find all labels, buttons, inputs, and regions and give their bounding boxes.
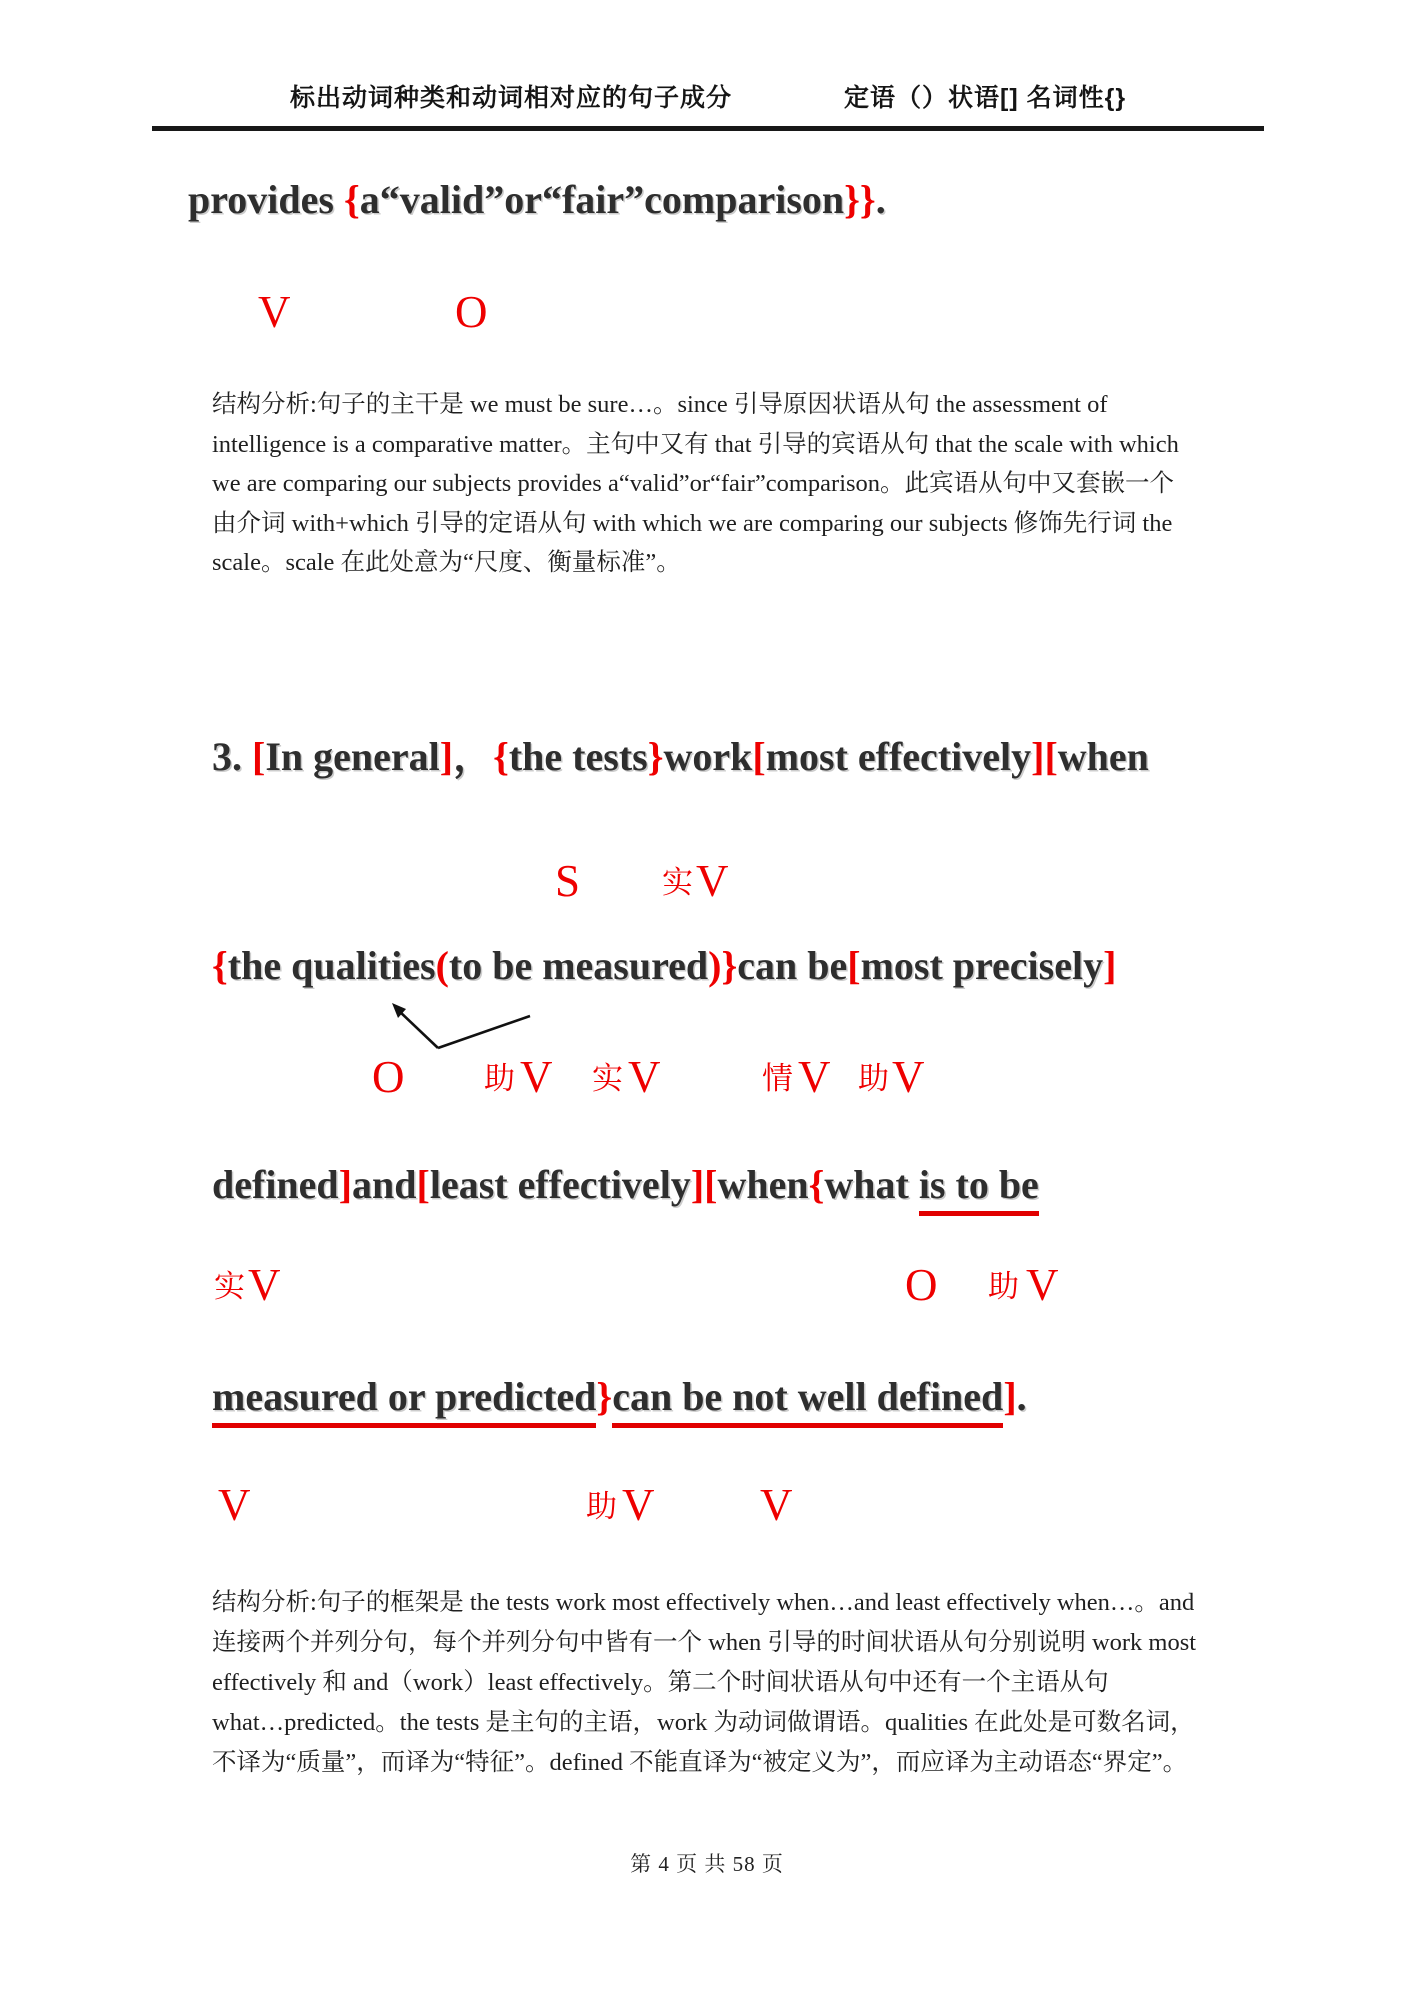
sentence-text: what (824, 1162, 919, 1207)
grammar-label: 实 (214, 1269, 245, 1304)
grammar-label: V (248, 1260, 281, 1310)
sentence-text: 3. (212, 734, 252, 779)
grammar-label: V (760, 1480, 793, 1530)
sentence-line (212, 1161, 1039, 1209)
grammar-label: V (696, 856, 729, 906)
grammar-label: 助 (586, 1489, 617, 1524)
bracket-marker: ] (338, 1162, 353, 1207)
bracket-marker: [ (416, 1162, 430, 1207)
sentence-text: measured or predicted (212, 1374, 596, 1428)
bracket-marker: } (647, 734, 664, 779)
bracket-marker: { (808, 1162, 825, 1207)
sentence-line (212, 733, 1149, 781)
grammar-label: V (1026, 1260, 1059, 1310)
bracket-marker: }} (844, 177, 876, 222)
paragraph-line: effectively 和 and（work）least effectively。第二个时间状语从句中还有一个主语从句 (212, 1669, 1109, 1696)
sentence-text: when (717, 1162, 809, 1207)
sentence-text: work (663, 734, 753, 779)
grammar-label-row (0, 1260, 1414, 1308)
bracket-marker: ][ (1031, 734, 1058, 779)
grammar-label: S (555, 856, 581, 906)
sentence-text: when (1057, 734, 1149, 779)
bracket-marker: ] (439, 734, 454, 779)
grammar-label: 助 (858, 1061, 889, 1096)
header-left-title: 标出动词种类和动词相对应的句子成分 (290, 84, 733, 112)
bracket-marker: { (493, 734, 509, 779)
grammar-label: O (455, 287, 488, 337)
grammar-label-row (0, 287, 1414, 335)
paragraph-line: 结构分析:句子的框架是 the tests work most effectively when…and least effectively when…。and (212, 1589, 1195, 1616)
sentence-line (188, 176, 886, 224)
analysis-paragraph (212, 1583, 1292, 1783)
header-notation-legend: 定语（）状语[] 名词性{} (844, 84, 1127, 112)
grammar-label-row (0, 1480, 1414, 1528)
paragraph-line: scale。scale 在此处意为“尺度、衡量标准”。 (212, 549, 681, 576)
header-rule (152, 126, 1264, 131)
sentence-text: and (352, 1162, 417, 1207)
grammar-label-row (0, 1052, 1414, 1100)
sentence-text: the qualities (227, 943, 436, 988)
bracket-marker: ( (435, 943, 449, 988)
bracket-marker: [ (252, 734, 266, 779)
grammar-label: V (258, 287, 291, 337)
sentence-text: . (875, 177, 886, 222)
grammar-label: 助 (484, 1061, 515, 1096)
paragraph-line: what…predicted。the tests 是主句的主语，work 为动词做谓语。qualities 在此处是可数名词， (212, 1709, 1195, 1736)
sentence-text: is to be (919, 1162, 1039, 1216)
sentence-text: . (1016, 1374, 1027, 1419)
grammar-label: V (520, 1052, 553, 1102)
sentence-text: ， (453, 734, 494, 779)
bracket-marker: ] (1103, 943, 1117, 988)
sentence-text: the tests (508, 734, 648, 779)
sentence-text: can be not well defined (612, 1374, 1003, 1428)
sentence-text: most precisely (860, 943, 1104, 988)
paragraph-line: intelligence is a comparative matter。主句中又有 that 引导的宾语从句 that the scale with which (212, 430, 1179, 458)
paragraph-line: we are comparing our subjects provides a“valid”or“fair”comparison。此宾语从句中又套嵌一个 (212, 470, 1175, 497)
grammar-label: O (905, 1260, 938, 1310)
bracket-marker: [ (752, 734, 766, 779)
sentence-text: provides (188, 177, 344, 222)
page-number: 第 4 页 共 58 页 (630, 1852, 784, 1876)
sentence-text: defined (212, 1162, 339, 1207)
grammar-label: 实 (662, 865, 693, 900)
bracket-marker: ][ (690, 1162, 718, 1207)
bracket-marker: } (596, 1374, 613, 1419)
bracket-marker: { (343, 177, 360, 222)
bracket-marker: [ (847, 943, 861, 988)
grammar-label: V (218, 1480, 251, 1530)
sentence-text: to be measured (448, 943, 709, 988)
grammar-label: 助 (988, 1269, 1019, 1304)
grammar-label: 情 (762, 1061, 793, 1096)
bracket-marker: { (212, 943, 228, 988)
sentence-text: a“valid”or“fair”comparison (359, 177, 845, 222)
bracket-marker: ] (1003, 1374, 1017, 1419)
grammar-label: V (622, 1480, 655, 1530)
paragraph-line: 由介词 with+which 引导的定语从句 with which we are comparing our subjects 修饰先行词 the (212, 509, 1173, 537)
sentence-text: least effectively (429, 1162, 691, 1207)
grammar-label: V (628, 1052, 661, 1102)
sentence-line (212, 942, 1116, 990)
grammar-label: V (798, 1052, 831, 1102)
grammar-label: V (892, 1052, 925, 1102)
grammar-label: 实 (592, 1061, 623, 1096)
grammar-label-row (0, 856, 1414, 904)
sentence-line (212, 1373, 1027, 1421)
paragraph-line: 结构分析:句子的主干是 we must be sure…。since 引导原因状语从句 the assessment of (212, 391, 1108, 418)
grammar-label: O (372, 1052, 405, 1102)
analysis-paragraph (212, 385, 1292, 583)
sentence-text: can be (737, 943, 848, 988)
sentence-text: most effectively (765, 734, 1032, 779)
paragraph-line: 不译为“质量”，而译为“特征”。defined 不能直译为“被定义为”，而应译为主动语态“界定”。 (212, 1749, 1188, 1776)
bracket-marker: )} (708, 943, 738, 988)
sentence-text: In general (265, 734, 440, 779)
modifier-arrow (370, 992, 550, 1058)
paragraph-line: 连接两个并列分句，每个并列分句中皆有一个 when 引导的时间状语从句分别说明 work most (212, 1629, 1197, 1656)
